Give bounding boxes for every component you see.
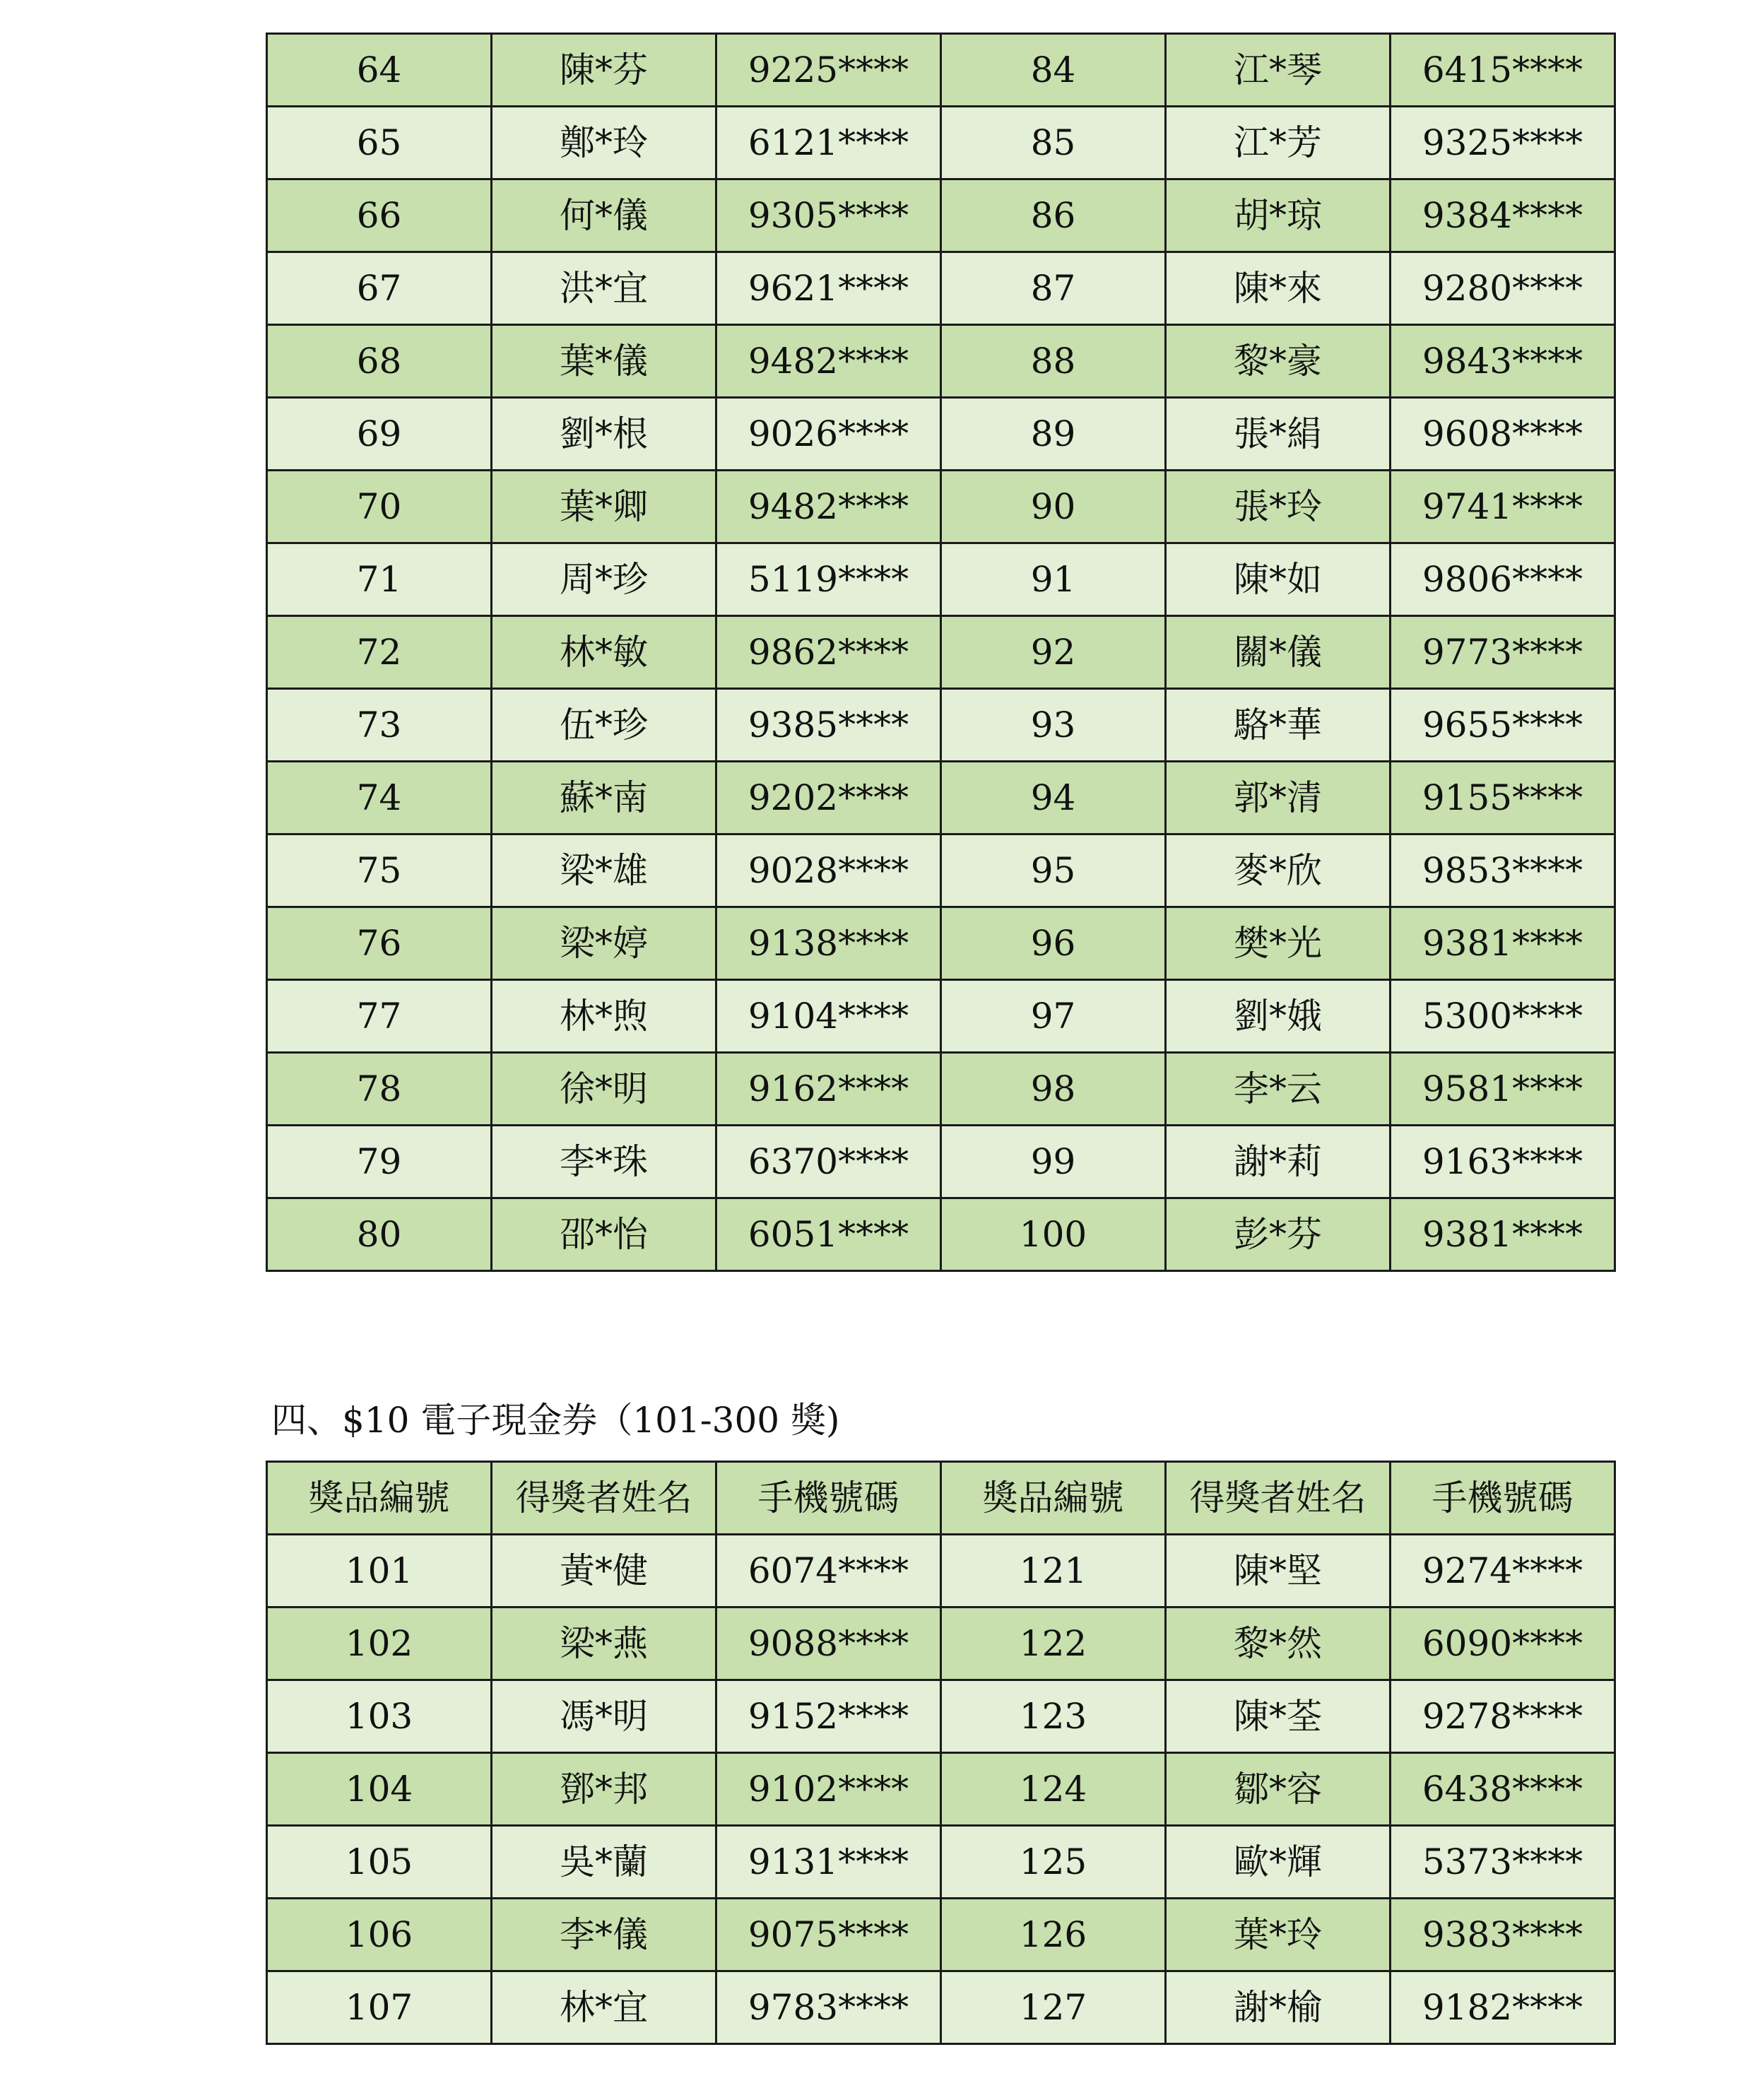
- winner-name-cell: 李*珠: [492, 1126, 716, 1198]
- header-phone-number: 手機號碼: [1391, 1462, 1615, 1535]
- header-winner-name: 得獎者姓名: [492, 1462, 716, 1535]
- prize-number-cell: 101: [267, 1535, 492, 1608]
- winner-name-cell: 郭*清: [1166, 762, 1391, 834]
- winner-name-cell: 梁*雄: [492, 834, 716, 907]
- prize-number-cell: 88: [941, 325, 1166, 398]
- phone-number-cell: 6415****: [1391, 34, 1615, 107]
- table-row: [267, 1971, 1615, 2044]
- winner-name-cell: 謝*莉: [1166, 1126, 1391, 1198]
- prize-number-cell: 64: [267, 34, 492, 107]
- phone-number-cell: 9305****: [716, 179, 941, 252]
- winner-name-cell: 梁*燕: [492, 1608, 716, 1680]
- winner-name-cell: 鄭*玲: [492, 107, 716, 179]
- prize-number-cell: 79: [267, 1126, 492, 1198]
- phone-number-cell: 9182****: [1391, 1971, 1615, 2044]
- phone-number-cell: 9225****: [716, 34, 941, 107]
- winner-name-cell: 陳*堅: [1166, 1535, 1391, 1608]
- winner-name-cell: 劉*根: [492, 398, 716, 471]
- phone-number-cell: 9482****: [716, 325, 941, 398]
- prize-number-cell: 73: [267, 689, 492, 762]
- prize-number-cell: 121: [941, 1535, 1166, 1608]
- winners-table-body: [267, 34, 1615, 1271]
- winner-name-cell: 謝*榆: [1166, 1971, 1391, 2044]
- phone-number-cell: 6370****: [716, 1126, 941, 1198]
- prize-number-cell: 104: [267, 1753, 492, 1826]
- header-prize-number: 獎品編號: [941, 1462, 1166, 1535]
- prize-number-cell: 94: [941, 762, 1166, 834]
- prize-number-cell: 93: [941, 689, 1166, 762]
- winner-name-cell: 伍*珍: [492, 689, 716, 762]
- prize-number-cell: 84: [941, 34, 1166, 107]
- table-row: [267, 1608, 1615, 1680]
- phone-number-cell: 9202****: [716, 762, 941, 834]
- table-row: [267, 616, 1615, 689]
- phone-number-cell: 9853****: [1391, 834, 1615, 907]
- phone-number-cell: 9325****: [1391, 107, 1615, 179]
- phone-number-cell: 9162****: [716, 1053, 941, 1126]
- prize-number-cell: 102: [267, 1608, 492, 1680]
- table-row: [267, 834, 1615, 907]
- winner-name-cell: 陳*來: [1166, 252, 1391, 325]
- table-row: [267, 1680, 1615, 1753]
- phone-number-cell: 9028****: [716, 834, 941, 907]
- table-row: [267, 689, 1615, 762]
- prize-number-cell: 96: [941, 907, 1166, 980]
- winner-name-cell: 葉*卿: [492, 471, 716, 543]
- phone-number-cell: 9026****: [716, 398, 941, 471]
- prize-number-cell: 122: [941, 1608, 1166, 1680]
- winner-name-cell: 陳*荃: [1166, 1680, 1391, 1753]
- phone-number-cell: 9581****: [1391, 1053, 1615, 1126]
- prize-number-cell: 68: [267, 325, 492, 398]
- prize-number-cell: 69: [267, 398, 492, 471]
- winner-name-cell: 洪*宜: [492, 252, 716, 325]
- header-winner-name: 得獎者姓名: [1166, 1462, 1391, 1535]
- prize-number-cell: 80: [267, 1198, 492, 1271]
- prize-number-cell: 72: [267, 616, 492, 689]
- prize-number-cell: 123: [941, 1680, 1166, 1753]
- prize-number-cell: 87: [941, 252, 1166, 325]
- prize-number-cell: 106: [267, 1899, 492, 1971]
- phone-number-cell: 9381****: [1391, 907, 1615, 980]
- table-row: [267, 34, 1615, 107]
- winner-name-cell: 林*煦: [492, 980, 716, 1053]
- table-row: [267, 107, 1615, 179]
- winner-name-cell: 鄒*容: [1166, 1753, 1391, 1826]
- winner-name-cell: 何*儀: [492, 179, 716, 252]
- prize-number-cell: 65: [267, 107, 492, 179]
- winner-name-cell: 徐*明: [492, 1053, 716, 1126]
- table-row: [267, 398, 1615, 471]
- phone-number-cell: 9381****: [1391, 1198, 1615, 1271]
- prize-number-cell: 127: [941, 1971, 1166, 2044]
- prize-number-cell: 77: [267, 980, 492, 1053]
- winner-name-cell: 張*玲: [1166, 471, 1391, 543]
- phone-number-cell: 9278****: [1391, 1680, 1615, 1753]
- prize-number-cell: 85: [941, 107, 1166, 179]
- prize-number-cell: 99: [941, 1126, 1166, 1198]
- phone-number-cell: 6090****: [1391, 1608, 1615, 1680]
- table-row: [267, 1535, 1615, 1608]
- prize-number-cell: 66: [267, 179, 492, 252]
- prize-number-cell: 95: [941, 834, 1166, 907]
- prize-number-cell: 125: [941, 1826, 1166, 1899]
- winners-table-body: [267, 1535, 1615, 2044]
- winner-name-cell: 林*宜: [492, 1971, 716, 2044]
- table-row: [267, 1053, 1615, 1126]
- prize-number-cell: 92: [941, 616, 1166, 689]
- prize-number-cell: 126: [941, 1899, 1166, 1971]
- phone-number-cell: 6121****: [716, 107, 941, 179]
- header-phone-number: 手機號碼: [716, 1462, 941, 1535]
- table-row: [267, 1753, 1615, 1826]
- phone-number-cell: 9843****: [1391, 325, 1615, 398]
- winner-name-cell: 關*儀: [1166, 616, 1391, 689]
- winner-name-cell: 胡*琼: [1166, 179, 1391, 252]
- table-row: [267, 179, 1615, 252]
- table-row: [267, 471, 1615, 543]
- table-row: [267, 980, 1615, 1053]
- table-row: [267, 325, 1615, 398]
- winner-name-cell: 蘇*南: [492, 762, 716, 834]
- phone-number-cell: 9075****: [716, 1899, 941, 1971]
- winner-name-cell: 歐*輝: [1166, 1826, 1391, 1899]
- prize-number-cell: 103: [267, 1680, 492, 1753]
- prize-number-cell: 89: [941, 398, 1166, 471]
- table-row: [267, 543, 1615, 616]
- phone-number-cell: 9384****: [1391, 179, 1615, 252]
- table-row: [267, 252, 1615, 325]
- prize-number-cell: 91: [941, 543, 1166, 616]
- phone-number-cell: 6438****: [1391, 1753, 1615, 1826]
- phone-number-cell: 9741****: [1391, 471, 1615, 543]
- table-row: [267, 1826, 1615, 1899]
- prize-number-cell: 97: [941, 980, 1166, 1053]
- winner-name-cell: 葉*儀: [492, 325, 716, 398]
- prize-number-cell: 86: [941, 179, 1166, 252]
- winner-name-cell: 梁*婷: [492, 907, 716, 980]
- winner-name-cell: 江*芳: [1166, 107, 1391, 179]
- phone-number-cell: 5119****: [716, 543, 941, 616]
- prize-number-cell: 67: [267, 252, 492, 325]
- winner-name-cell: 駱*華: [1166, 689, 1391, 762]
- winner-name-cell: 劉*娥: [1166, 980, 1391, 1053]
- winner-name-cell: 馮*明: [492, 1680, 716, 1753]
- header-prize-number: 獎品編號: [267, 1462, 492, 1535]
- phone-number-cell: 6051****: [716, 1198, 941, 1271]
- prize-number-cell: 78: [267, 1053, 492, 1126]
- winner-name-cell: 江*琴: [1166, 34, 1391, 107]
- winner-name-cell: 黎*然: [1166, 1608, 1391, 1680]
- phone-number-cell: 9862****: [716, 616, 941, 689]
- winner-name-cell: 吳*蘭: [492, 1826, 716, 1899]
- winner-name-cell: 鄧*邦: [492, 1753, 716, 1826]
- table-row: [267, 1126, 1615, 1198]
- phone-number-cell: 9155****: [1391, 762, 1615, 834]
- winner-name-cell: 黎*豪: [1166, 325, 1391, 398]
- prize-number-cell: 70: [267, 471, 492, 543]
- phone-number-cell: 9655****: [1391, 689, 1615, 762]
- phone-number-cell: 9138****: [716, 907, 941, 980]
- prize-number-cell: 107: [267, 1971, 492, 2044]
- phone-number-cell: 9280****: [1391, 252, 1615, 325]
- winner-name-cell: 黃*健: [492, 1535, 716, 1608]
- winner-name-cell: 林*敏: [492, 616, 716, 689]
- prize-number-cell: 76: [267, 907, 492, 980]
- table-header-row: [267, 1462, 1615, 1535]
- prize-number-cell: 75: [267, 834, 492, 907]
- prize-number-cell: 100: [941, 1198, 1166, 1271]
- phone-number-cell: 9385****: [716, 689, 941, 762]
- phone-number-cell: 9131****: [716, 1826, 941, 1899]
- prize-number-cell: 124: [941, 1753, 1166, 1826]
- prize-number-cell: 71: [267, 543, 492, 616]
- phone-number-cell: 9274****: [1391, 1535, 1615, 1608]
- winner-name-cell: 彭*芬: [1166, 1198, 1391, 1271]
- phone-number-cell: 9621****: [716, 252, 941, 325]
- phone-number-cell: 9383****: [1391, 1899, 1615, 1971]
- phone-number-cell: 9482****: [716, 471, 941, 543]
- phone-number-cell: 9783****: [716, 1971, 941, 2044]
- winner-name-cell: 陳*芬: [492, 34, 716, 107]
- prize-number-cell: 98: [941, 1053, 1166, 1126]
- phone-number-cell: 5373****: [1391, 1826, 1615, 1899]
- table-row: [267, 1899, 1615, 1971]
- section-heading: 四、$10 電子現金券（101-300 獎): [271, 1400, 840, 1441]
- winner-name-cell: 張*絹: [1166, 398, 1391, 471]
- winner-name-cell: 李*儀: [492, 1899, 716, 1971]
- phone-number-cell: 9163****: [1391, 1126, 1615, 1198]
- winner-name-cell: 李*云: [1166, 1053, 1391, 1126]
- winner-name-cell: 葉*玲: [1166, 1899, 1391, 1971]
- phone-number-cell: 5300****: [1391, 980, 1615, 1053]
- phone-number-cell: 9152****: [716, 1680, 941, 1753]
- table-row: [267, 907, 1615, 980]
- winners-table-64-100: [266, 33, 1616, 1272]
- table-row: [267, 1198, 1615, 1271]
- phone-number-cell: 9088****: [716, 1608, 941, 1680]
- winner-name-cell: 邵*怡: [492, 1198, 716, 1271]
- table-row: [267, 762, 1615, 834]
- phone-number-cell: 9773****: [1391, 616, 1615, 689]
- phone-number-cell: 6074****: [716, 1535, 941, 1608]
- winners-table-101-300: [266, 1461, 1616, 2045]
- winner-name-cell: 樊*光: [1166, 907, 1391, 980]
- prize-number-cell: 90: [941, 471, 1166, 543]
- winner-name-cell: 周*珍: [492, 543, 716, 616]
- phone-number-cell: 9104****: [716, 980, 941, 1053]
- phone-number-cell: 9608****: [1391, 398, 1615, 471]
- winner-name-cell: 陳*如: [1166, 543, 1391, 616]
- prize-number-cell: 105: [267, 1826, 492, 1899]
- winner-name-cell: 麥*欣: [1166, 834, 1391, 907]
- prize-number-cell: 74: [267, 762, 492, 834]
- phone-number-cell: 9102****: [716, 1753, 941, 1826]
- phone-number-cell: 9806****: [1391, 543, 1615, 616]
